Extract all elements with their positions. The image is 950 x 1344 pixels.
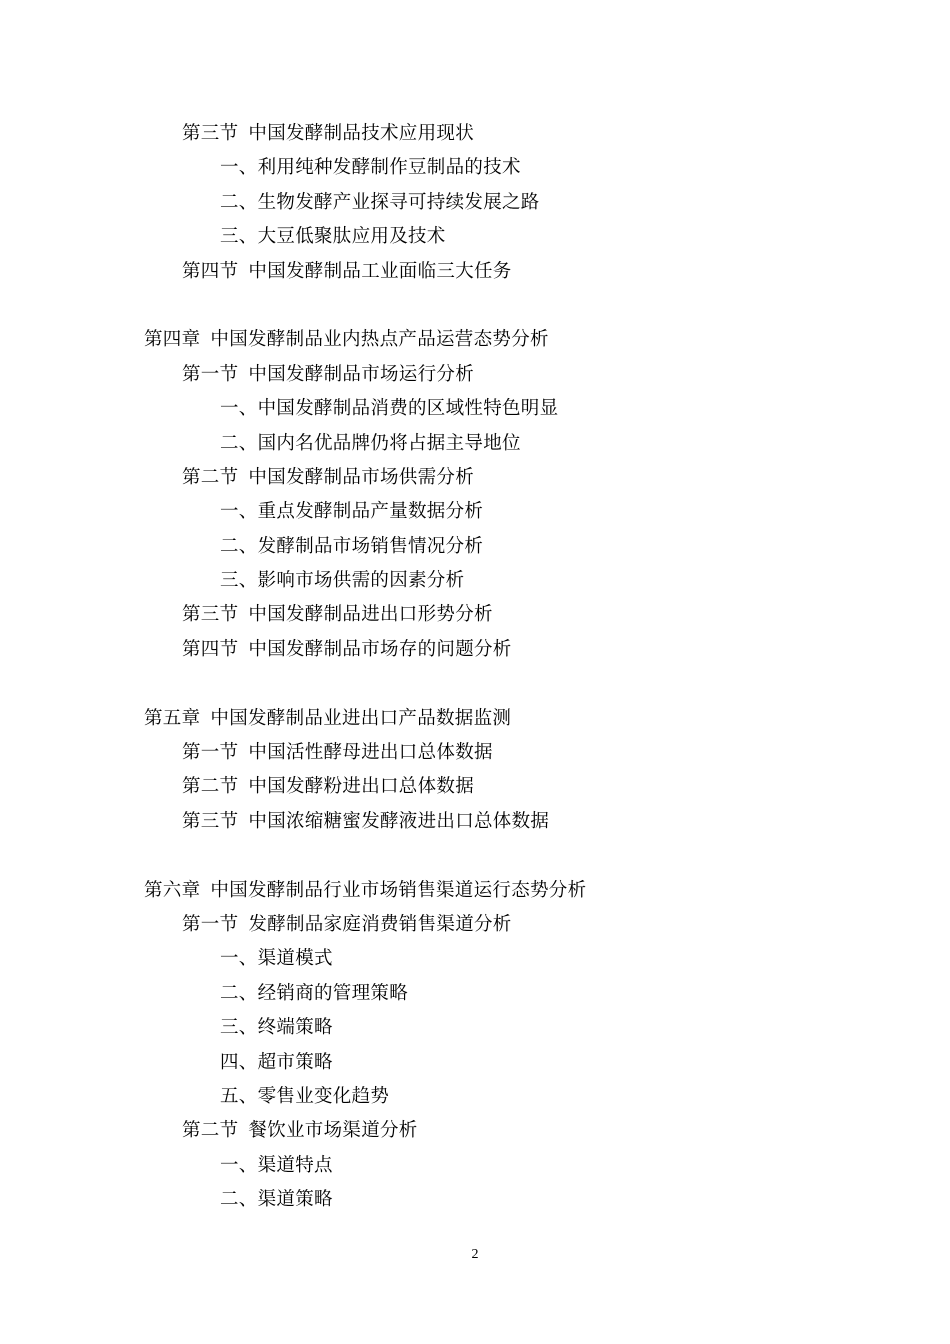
toc-subsection-title: 利用纯种发酵制作豆制品的技术 — [257, 157, 521, 179]
toc-section-entry — [0, 633, 950, 667]
toc-subsection-title: 零售业变化趋势 — [257, 1085, 390, 1107]
toc-subsection-entry — [0, 564, 950, 598]
toc-subsection-entry — [0, 392, 950, 426]
toc-section-number: 第三节 — [182, 810, 239, 832]
toc-section-number: 第二节 — [182, 466, 239, 488]
toc-subsection-entry — [0, 1046, 950, 1080]
toc-subsection-number: 一、 — [220, 157, 258, 179]
toc-subsection-entry — [0, 186, 950, 220]
toc-subsection-title: 大豆低聚肽应用及技术 — [257, 226, 446, 248]
toc-subsection-entry — [0, 942, 950, 976]
toc-subsection-number: 一、 — [220, 948, 258, 970]
toc-subsection-number: 一、 — [220, 1154, 258, 1176]
toc-subsection-title: 渠道模式 — [257, 948, 333, 970]
toc-subsection-entry — [0, 151, 950, 185]
toc-section-entry — [0, 117, 950, 151]
toc-section-title: 餐饮业市场渠道分析 — [248, 1120, 418, 1142]
toc-subsection-number: 二、 — [220, 1189, 258, 1211]
toc-subsection-entry — [0, 495, 950, 529]
toc-subsection-title: 经销商的管理策略 — [257, 982, 409, 1004]
toc-chapter-entry — [0, 702, 950, 736]
toc-section-entry — [0, 805, 950, 839]
toc-section-title: 中国发酵制品市场运行分析 — [248, 363, 475, 385]
toc-subsection-entry — [0, 1149, 950, 1183]
toc-subsection-number: 三、 — [220, 1017, 258, 1039]
toc-section-title: 中国发酵制品进出口形势分析 — [248, 604, 493, 626]
toc-subsection-title: 超市策略 — [257, 1051, 333, 1073]
toc-spacer — [0, 289, 950, 323]
toc-section-number: 第二节 — [182, 1120, 239, 1142]
toc-chapter-number: 第六章 — [144, 879, 201, 901]
toc-section-title: 中国发酵制品技术应用现状 — [248, 123, 475, 144]
toc-subsection-entry — [0, 1183, 950, 1217]
toc-spacer — [0, 667, 950, 701]
toc-section-number: 第一节 — [182, 742, 239, 764]
toc-chapter-title: 中国发酵制品业进出口产品数据监测 — [210, 707, 512, 729]
toc-section-title: 发酵制品家庭消费销售渠道分析 — [248, 913, 512, 935]
toc-section-number: 第一节 — [182, 913, 239, 935]
toc-subsection-number: 二、 — [220, 982, 258, 1004]
toc-section-entry — [0, 908, 950, 942]
toc-subsection-title: 中国发酵制品消费的区域性特色明显 — [257, 398, 559, 420]
toc-section-number: 第二节 — [182, 776, 239, 798]
toc-subsection-number: 二、 — [220, 535, 258, 557]
toc-subsection-entry — [0, 1080, 950, 1114]
toc-section-number: 第三节 — [182, 604, 239, 626]
toc-subsection-number: 二、 — [220, 191, 258, 213]
toc-subsection-number: 二、 — [220, 432, 258, 454]
toc-subsection-entry — [0, 1011, 950, 1045]
toc-section-number: 第一节 — [182, 363, 239, 385]
toc-section-entry — [0, 461, 950, 495]
toc-subsection-number: 三、 — [220, 570, 258, 592]
toc-chapter-title: 中国发酵制品行业市场销售渠道运行态势分析 — [210, 879, 587, 901]
toc-section-entry — [0, 770, 950, 804]
toc-subsection-title: 渠道策略 — [257, 1189, 333, 1211]
toc-chapter-number: 第四章 — [144, 329, 201, 351]
page-number: 2 — [471, 1247, 479, 1262]
toc-subsection-title: 影响市场供需的因素分析 — [257, 570, 465, 592]
toc-subsection-title: 终端策略 — [257, 1017, 333, 1039]
toc-section-number: 第四节 — [182, 260, 239, 282]
toc-subsection-title: 生物发酵产业探寻可持续发展之路 — [257, 191, 540, 213]
toc-subsection-entry — [0, 220, 950, 254]
toc-subsection-entry — [0, 427, 950, 461]
toc-subsection-number: 五、 — [220, 1085, 258, 1107]
toc-section-title: 中国浓缩糖蜜发酵液进出口总体数据 — [248, 810, 550, 832]
toc-chapter-title: 中国发酵制品业内热点产品运营态势分析 — [210, 329, 549, 351]
toc-section-entry — [0, 358, 950, 392]
toc-spacer — [0, 839, 950, 873]
toc-subsection-number: 一、 — [220, 501, 258, 523]
toc-chapter-number: 第五章 — [144, 707, 201, 729]
toc-subsection-title: 重点发酵制品产量数据分析 — [257, 501, 484, 523]
toc-section-number: 第四节 — [182, 638, 239, 660]
toc-section-title: 中国发酵粉进出口总体数据 — [248, 776, 475, 798]
toc-section-title: 中国发酵制品市场供需分析 — [248, 466, 475, 488]
toc-subsection-title: 国内名优品牌仍将占据主导地位 — [257, 432, 521, 454]
toc-section-entry — [0, 1114, 950, 1148]
toc-subsection-entry — [0, 977, 950, 1011]
toc-subsection-number: 四、 — [220, 1051, 258, 1073]
toc-section-entry — [0, 736, 950, 770]
table-of-contents — [0, 117, 950, 1218]
toc-section-title: 中国发酵制品工业面临三大任务 — [248, 260, 512, 282]
toc-section-title: 中国发酵制品市场存的问题分析 — [248, 638, 512, 660]
toc-section-entry — [0, 598, 950, 632]
toc-subsection-number: 三、 — [220, 226, 258, 248]
toc-subsection-entry — [0, 530, 950, 564]
toc-section-title: 中国活性酵母进出口总体数据 — [248, 742, 493, 764]
toc-subsection-title: 渠道特点 — [257, 1154, 333, 1176]
toc-chapter-entry — [0, 323, 950, 357]
toc-chapter-entry — [0, 874, 950, 908]
toc-subsection-number: 一、 — [220, 398, 258, 420]
toc-section-number: 第三节 — [182, 123, 239, 144]
toc-section-entry — [0, 255, 950, 289]
toc-subsection-title: 发酵制品市场销售情况分析 — [257, 535, 484, 557]
